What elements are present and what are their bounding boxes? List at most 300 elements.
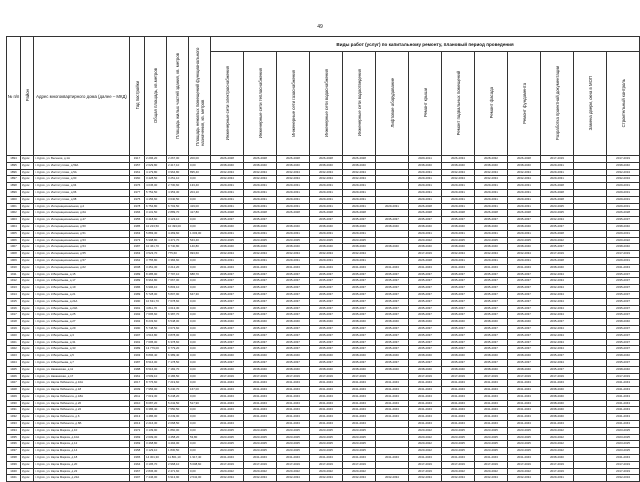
cell-work-period: [574, 156, 607, 163]
cell-district: Курск: [21, 387, 34, 394]
cell-work-period: 2035-2037: [541, 366, 574, 373]
cell-living-area: 5 242,50: [167, 400, 189, 407]
cell-work-period: [574, 468, 607, 475]
cell-work-period: 2041-2043: [277, 393, 310, 400]
cell-work-period: 2035-2037: [508, 271, 541, 278]
cell-district: Курск: [21, 346, 34, 353]
cell-work-period: 2026-2028: [409, 257, 442, 264]
cell-total-area: 3 468,80: [145, 441, 167, 448]
cell-work-period: 2035-2037: [343, 291, 376, 298]
cell-work-period: 2029-2031: [310, 203, 343, 210]
cell-work-period: 2035-2037: [244, 332, 277, 339]
cell-work-period: 2041-2043: [475, 380, 508, 387]
cell-work-period: 2038-2040: [277, 366, 310, 373]
header-no: № п/п: [7, 37, 21, 156]
cell-work-period: 2023-2025: [277, 427, 310, 434]
cell-work-period: 2041-2043: [607, 387, 640, 394]
cell-row-number: 1917: [7, 312, 21, 319]
cell-work-period: 2017-2019: [607, 373, 640, 380]
cell-address: г. Курск, ул. Карла Либкнехта, д.20: [34, 400, 130, 407]
cell-total-area: 2 836,30: [145, 468, 167, 475]
table-row: [7, 346, 640, 353]
cell-work-period: 2041-2043: [607, 264, 640, 271]
cell-year: 2008: [130, 264, 145, 271]
table-row: [7, 196, 640, 203]
cell-year: 1917: [130, 156, 145, 163]
cell-work-period: 2035-2037: [508, 325, 541, 332]
table-row: [7, 291, 640, 298]
cell-row-number: 1932: [7, 414, 21, 421]
cell-work-period: 2038-2040: [211, 223, 244, 230]
cell-row-number: 1938: [7, 455, 21, 462]
cell-work-period: 2038-2040: [310, 223, 343, 230]
cell-work-period: 2017-2019: [244, 373, 277, 380]
cell-district: Курск: [21, 176, 34, 183]
cell-work-period: [574, 251, 607, 258]
cell-work-period: [574, 448, 607, 455]
cell-work-period: 2032-2034: [541, 291, 574, 298]
cell-living-area: 6 389,40: [167, 353, 189, 360]
table-row: [7, 298, 640, 305]
cell-work-period: [574, 332, 607, 339]
cell-district: Курск: [21, 400, 34, 407]
cell-work-period: 2041-2043: [343, 380, 376, 387]
cell-work-period: 2035-2037: [508, 346, 541, 353]
cell-work-period: 2035-2037: [277, 278, 310, 285]
cell-work-period: [574, 434, 607, 441]
cell-work-period: 2041-2043: [607, 380, 640, 387]
table-row: [7, 203, 640, 210]
cell-work-period: 2038-2040: [343, 319, 376, 326]
table-row: [7, 217, 640, 224]
cell-work-period: 2029-2031: [376, 203, 409, 210]
cell-work-period: 2041-2043: [244, 264, 277, 271]
header-work-13: Строительный контроль: [607, 52, 640, 156]
cell-work-period: 2038-2040: [508, 353, 541, 360]
cell-work-period: 2029-2031: [409, 189, 442, 196]
cell-work-period: 2041-2043: [409, 387, 442, 394]
cell-work-period: 2029-2031: [541, 169, 574, 176]
cell-work-period: 2026-2028: [310, 210, 343, 217]
cell-work-period: 2041-2043: [310, 414, 343, 421]
cell-work-period: 2032-2034: [442, 475, 475, 482]
table-row: [7, 339, 640, 346]
cell-nonres-area: 133,40: [189, 183, 211, 190]
cell-year: 1986: [130, 285, 145, 292]
cell-nonres-area: 0,00: [189, 325, 211, 332]
cell-living-area: 7 219,60: [167, 380, 189, 387]
cell-work-period: 2035-2037: [376, 217, 409, 224]
cell-total-area: 8 776,60: [145, 380, 167, 387]
cell-work-period: 2032-2034: [277, 475, 310, 482]
cell-work-period: [376, 176, 409, 183]
cell-work-period: 2035-2037: [508, 312, 541, 319]
cell-work-period: 2035-2037: [277, 325, 310, 332]
cell-living-area: 7 550,50: [167, 407, 189, 414]
cell-work-period: 2041-2043: [310, 455, 343, 462]
cell-work-period: 2029-2031: [244, 183, 277, 190]
cell-work-period: 2020-2022: [277, 468, 310, 475]
cell-row-number: 1923: [7, 353, 21, 360]
cell-work-period: 2041-2043: [211, 400, 244, 407]
cell-living-area: 3 123,10: [167, 217, 189, 224]
cell-work-period: 2020-2022: [244, 468, 277, 475]
cell-work-period: [376, 468, 409, 475]
cell-year: 1960: [130, 176, 145, 183]
cell-year: 1964: [130, 461, 145, 468]
cell-work-period: 2041-2043: [310, 393, 343, 400]
cell-work-period: [574, 196, 607, 203]
cell-living-area: 9 740,80: [167, 244, 189, 251]
cell-work-period: 2026-2028: [508, 156, 541, 163]
cell-work-period: 2035-2037: [244, 312, 277, 319]
cell-address: г. Курск, ул. К.Воробьева, д.19: [34, 285, 130, 292]
cell-year: 1992: [130, 312, 145, 319]
cell-work-period: 2035-2037: [442, 339, 475, 346]
cell-row-number: 1939: [7, 461, 21, 468]
cell-work-period: 2038-2040: [244, 353, 277, 360]
cell-total-area: 10 461,70: [145, 244, 167, 251]
cell-work-period: 2023-2025: [343, 427, 376, 434]
cell-work-period: [574, 169, 607, 176]
cell-work-period: 2038-2040: [277, 162, 310, 169]
cell-work-period: 2032-2034: [343, 251, 376, 258]
cell-work-period: 2035-2037: [409, 339, 442, 346]
cell-address: г. Курск, ул. Интернациональная, д.57: [34, 257, 130, 264]
cell-total-area: 3 451,30: [145, 264, 167, 271]
cell-work-period: 2035-2037: [508, 291, 541, 298]
cell-work-period: 2017-2019: [409, 468, 442, 475]
cell-living-area: 7 797,10: [167, 271, 189, 278]
cell-work-period: 2041-2043: [310, 387, 343, 394]
cell-work-period: 2023-2025: [343, 434, 376, 441]
cell-district: Курск: [21, 217, 34, 224]
cell-work-period: 2032-2034: [508, 169, 541, 176]
header-work-4: Инженерные сети водоснабжения: [310, 52, 343, 156]
cell-work-period: 2041-2043: [277, 387, 310, 394]
cell-work-period: 2032-2034: [607, 176, 640, 183]
cell-work-period: 2041-2043: [409, 407, 442, 414]
cell-work-period: 2035-2037: [277, 332, 310, 339]
cell-work-period: 2035-2037: [244, 291, 277, 298]
cell-address: г. Курск, ул. К.Воробьева, д.29: [34, 325, 130, 332]
cell-work-period: [574, 312, 607, 319]
cell-district: Курск: [21, 407, 34, 414]
cell-district: Курск: [21, 257, 34, 264]
cell-work-period: 2041-2043: [475, 387, 508, 394]
cell-address: г. Курск, ул. Карла Маркса, д.22А: [34, 475, 130, 482]
cell-nonres-area: 5 008,60: [189, 461, 211, 468]
cell-year: 2017: [130, 380, 145, 387]
cell-work-period: 2023-2025: [244, 448, 277, 455]
cell-district: Курск: [21, 414, 34, 421]
cell-row-number: 1914: [7, 291, 21, 298]
cell-work-period: 2035-2037: [409, 332, 442, 339]
cell-district: Курск: [21, 237, 34, 244]
cell-work-period: 2035-2037: [475, 359, 508, 366]
cell-row-number: 1905: [7, 230, 21, 237]
cell-living-area: 4 494,00: [167, 441, 189, 448]
cell-living-area: 3 249,00: [167, 414, 189, 421]
cell-work-period: 2041-2043: [310, 407, 343, 414]
cell-work-period: 2032-2034: [310, 251, 343, 258]
cell-work-period: 2041-2043: [541, 421, 574, 428]
cell-total-area: 14 301,30: [145, 455, 167, 462]
cell-work-period: 2035-2037: [343, 305, 376, 312]
cell-work-period: 2038-2040: [541, 455, 574, 462]
cell-work-period: 2041-2043: [607, 455, 640, 462]
table-row: [7, 251, 640, 258]
cell-work-period: 2029-2031: [343, 203, 376, 210]
cell-living-area: 7 178,50: [167, 359, 189, 366]
cell-address: г. Курск, ул. Кавказская, д.11: [34, 366, 130, 373]
cell-work-period: 2035-2037: [211, 285, 244, 292]
cell-work-period: 2035-2037: [343, 346, 376, 353]
cell-work-period: 2032-2034: [244, 251, 277, 258]
cell-work-period: 2032-2034: [442, 169, 475, 176]
cell-work-period: 2026-2028: [541, 183, 574, 190]
cell-work-period: 2035-2037: [442, 325, 475, 332]
cell-work-period: 2029-2031: [343, 196, 376, 203]
cell-work-period: 2029-2011: [409, 156, 442, 163]
cell-district: Курск: [21, 455, 34, 462]
cell-total-area: 13 779,00: [145, 346, 167, 353]
cell-district: Курск: [21, 421, 34, 428]
cell-address: г. Курск, ул. К.Воробьева, д.31: [34, 339, 130, 346]
cell-work-period: 2041-2043: [343, 264, 376, 271]
cell-work-period: 2032-2034: [541, 312, 574, 319]
cell-work-period: 2035-2037: [343, 271, 376, 278]
cell-work-period: 2026-2028: [541, 230, 574, 237]
cell-work-period: 2035-2037: [310, 359, 343, 366]
cell-work-period: 2023-2025: [211, 427, 244, 434]
cell-work-period: 2041-2043: [508, 421, 541, 428]
cell-nonres-area: 0,00: [189, 176, 211, 183]
cell-living-area: 7 667,00: [167, 278, 189, 285]
cell-row-number: 1907: [7, 244, 21, 251]
cell-work-period: 2035-2037: [442, 278, 475, 285]
cell-work-period: 2041-2043: [508, 380, 541, 387]
table-row: [7, 189, 640, 196]
cell-work-period: [574, 162, 607, 169]
cell-district: Курск: [21, 461, 34, 468]
cell-nonres-area: 140,80: [189, 244, 211, 251]
cell-work-period: 2041-2043: [211, 455, 244, 462]
cell-total-area: 7 019,30: [145, 393, 167, 400]
cell-work-period: 2017-2019: [211, 373, 244, 380]
cell-work-period: [574, 461, 607, 468]
cell-work-period: 2029-2031: [508, 189, 541, 196]
cell-work-period: 2023-2025: [475, 448, 508, 455]
cell-district: Курск: [21, 468, 34, 475]
cell-total-area: 8 233,60: [145, 319, 167, 326]
cell-work-period: 2038-2040: [541, 393, 574, 400]
cell-work-period: 2017-2019: [277, 461, 310, 468]
cell-address: г. Курск, ул. Институтская, д.68: [34, 196, 130, 203]
cell-address: г. Курск, ул. Институтская, д.64: [34, 183, 130, 190]
cell-address: г. Курск, ул. Карла Либкнехта, д.10А: [34, 380, 130, 387]
cell-district: Курск: [21, 332, 34, 339]
cell-work-period: 2029-2031: [475, 189, 508, 196]
cell-work-period: 2032-2034: [409, 475, 442, 482]
cell-work-period: 2038-2040: [541, 400, 574, 407]
cell-nonres-area: 0,00: [189, 332, 211, 339]
table-row: [7, 183, 640, 190]
cell-work-period: 2029-2031: [475, 183, 508, 190]
cell-work-period: 2035-2037: [343, 217, 376, 224]
cell-work-period: 2026-2028: [442, 210, 475, 217]
cell-work-period: 2023-2025: [607, 434, 640, 441]
cell-nonres-area: 0,00: [189, 278, 211, 285]
cell-work-period: 2029-2031: [607, 183, 640, 190]
cell-year: 1963: [130, 230, 145, 237]
cell-work-period: 2038-2040: [376, 366, 409, 373]
cell-work-period: 2038-2040: [277, 319, 310, 326]
cell-work-period: 2020-2022: [508, 468, 541, 475]
table-row: [7, 230, 640, 237]
cell-work-period: [574, 393, 607, 400]
cell-row-number: 1920: [7, 332, 21, 339]
cell-work-period: 2017-2019: [475, 461, 508, 468]
cell-address: г. Курск, ул. Институтская, д.60: [34, 176, 130, 183]
table-row: [7, 353, 640, 360]
cell-work-period: 2041-2043: [607, 400, 640, 407]
cell-year: 1973: [130, 237, 145, 244]
cell-work-period: 2038-2040: [607, 319, 640, 326]
cell-work-period: [574, 223, 607, 230]
cell-work-period: 2041-2043: [277, 380, 310, 387]
cell-work-period: 2035-2037: [376, 332, 409, 339]
cell-work-period: 2035-2037: [409, 217, 442, 224]
cell-row-number: 1906: [7, 237, 21, 244]
cell-work-period: 2032-2034: [442, 251, 475, 258]
cell-work-period: 2041-2043: [442, 455, 475, 462]
cell-work-period: 2032-2034: [244, 169, 277, 176]
cell-work-period: 2032-2034: [343, 475, 376, 482]
cell-row-number: 1940: [7, 468, 21, 475]
cell-work-period: 2041-2043: [376, 387, 409, 394]
cell-work-period: 2023-2025: [442, 441, 475, 448]
cell-row-number: 1929: [7, 393, 21, 400]
table-row: [7, 319, 640, 326]
cell-work-period: 2041-2043: [343, 455, 376, 462]
cell-work-period: 2038-2040: [442, 162, 475, 169]
cell-work-period: [574, 346, 607, 353]
cell-total-area: 5 728,00: [145, 291, 167, 298]
cell-work-period: 2038-2040: [310, 353, 343, 360]
cell-row-number: 1910: [7, 264, 21, 271]
cell-work-period: 2041-2043: [409, 414, 442, 421]
cell-work-period: [574, 305, 607, 312]
cell-work-period: 2032-2034: [541, 305, 574, 312]
cell-work-period: 2029-2031: [343, 189, 376, 196]
header-work-9: Ремонт фасада: [475, 52, 508, 156]
cell-work-period: 2035-2037: [475, 278, 508, 285]
cell-work-period: 2038-2040: [277, 244, 310, 251]
cell-nonres-area: 419,00: [189, 203, 211, 210]
cell-living-area: 3 251,10: [167, 176, 189, 183]
cell-living-area: 5 807,90: [167, 291, 189, 298]
cell-work-period: 2035-2037: [541, 319, 574, 326]
cell-work-period: 2041-2043: [442, 421, 475, 428]
cell-total-area: 3 131,50: [145, 210, 167, 217]
cell-work-period: 2023-2025: [277, 434, 310, 441]
cell-work-period: 2041-2043: [244, 380, 277, 387]
cell-district: Курск: [21, 223, 34, 230]
cell-work-period: 2029-2031: [211, 189, 244, 196]
cell-work-period: 2038-2040: [409, 244, 442, 251]
cell-year: 1997: [130, 332, 145, 339]
cell-work-period: 2035-2037: [409, 312, 442, 319]
cell-work-period: 2041-2043: [508, 407, 541, 414]
cell-total-area: 3 523,70: [145, 251, 167, 258]
cell-work-period: 2017-2019: [343, 373, 376, 380]
cell-total-area: 3 129,10: [145, 448, 167, 455]
cell-year: 2013: [130, 421, 145, 428]
cell-living-area: 2 968,10: [167, 461, 189, 468]
cell-work-period: 2023-2025: [244, 427, 277, 434]
cell-work-period: 2035-2037: [343, 278, 376, 285]
cell-work-period: 2035-2037: [475, 285, 508, 292]
table-row: [7, 271, 640, 278]
cell-living-area: 7 182,70: [167, 366, 189, 373]
cell-work-period: 2032-2034: [277, 169, 310, 176]
cell-work-period: 2041-2043: [475, 414, 508, 421]
cell-nonres-area: 0,00: [189, 312, 211, 319]
cell-work-period: [574, 359, 607, 366]
cell-address: г. Курск, ул. К.Воробьева, д.5: [34, 353, 130, 360]
cell-work-period: 2020-2022: [541, 237, 574, 244]
cell-work-period: 2035-2037: [310, 312, 343, 319]
cell-work-period: 2023-2025: [541, 203, 574, 210]
cell-work-period: 2020-2022: [409, 434, 442, 441]
cell-address: г. Курск, ул. Карла Маркса, д.12: [34, 441, 130, 448]
header-work-7: Ремонт крыши: [409, 52, 442, 156]
cell-work-period: 2041-2043: [475, 393, 508, 400]
cell-work-period: 2041-2043: [607, 393, 640, 400]
cell-work-period: 2041-2043: [508, 387, 541, 394]
cell-work-period: 2026-2028: [541, 196, 574, 203]
cell-work-period: 2041-2043: [508, 393, 541, 400]
table-row: [7, 359, 640, 366]
cell-living-area: 4 353,30: [167, 189, 189, 196]
header-work-11: Разработка проектной документации: [541, 52, 574, 156]
cell-work-period: 2041-2043: [343, 421, 376, 428]
cell-row-number: 1926: [7, 373, 21, 380]
header-nonres-area: Площадь нежилых помещений функционального назначения, кв. метров: [189, 37, 211, 156]
header-address: Адрес многоквартирного дома (далее – МКД): [34, 37, 130, 156]
cell-year: 1990: [130, 325, 145, 332]
cell-work-period: 2035-2037: [376, 298, 409, 305]
cell-work-period: 2029-2031: [541, 162, 574, 169]
cell-work-period: 2029-2031: [211, 257, 244, 264]
cell-work-period: 2029-2031: [277, 189, 310, 196]
cell-nonres-area: 0,00: [189, 162, 211, 169]
cell-work-period: 2041-2043: [343, 400, 376, 407]
cell-work-period: 2035-2037: [343, 332, 376, 339]
cell-year: 1963: [130, 251, 145, 258]
cell-nonres-area: 0,00: [189, 305, 211, 312]
cell-address: г. Курск, ул. Интернациональная, д.54: [34, 244, 130, 251]
cell-total-area: 4 811,70: [145, 305, 167, 312]
cell-work-period: 2038-2040: [376, 319, 409, 326]
cell-work-period: 2035-2037: [376, 312, 409, 319]
cell-year: 1966: [130, 210, 145, 217]
cell-work-period: 2023-2025: [541, 210, 574, 217]
cell-address: г. Курск, ул. К.Воробьева, д.27: [34, 319, 130, 326]
cell-work-period: [574, 441, 607, 448]
cell-work-period: 2038-2040: [409, 319, 442, 326]
